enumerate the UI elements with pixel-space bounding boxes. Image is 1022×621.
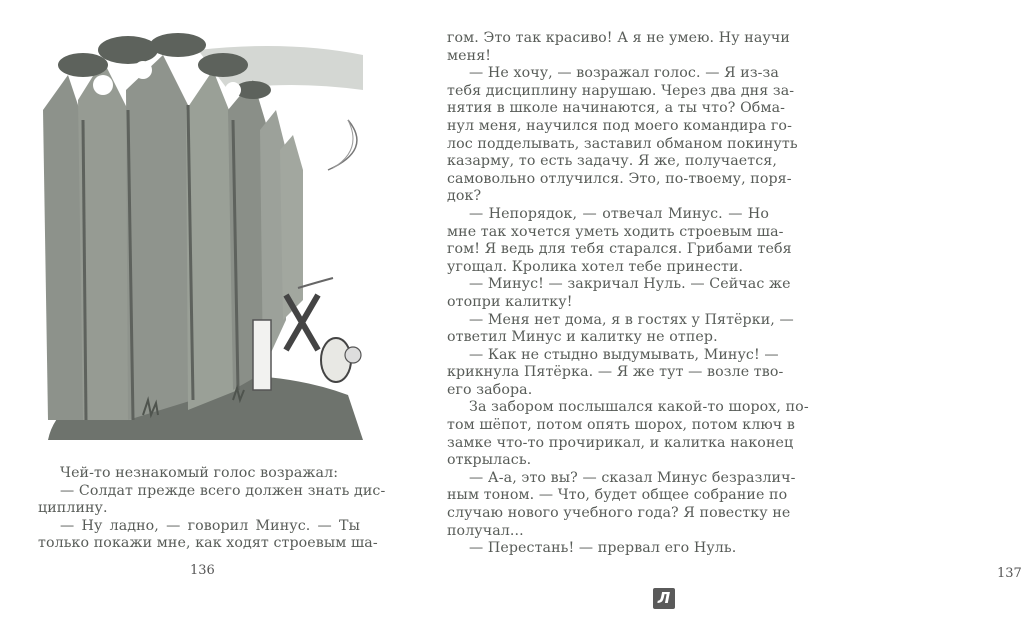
text-line: отопри калитку! (447, 293, 573, 310)
text-line: — Минус! — закричал Нуль. — Сейчас же (469, 276, 791, 293)
left-page-text (38, 465, 386, 553)
text-line: — Как не стыдно выдумывать, Минус! — (469, 346, 779, 363)
labirint-logo-icon: Л (653, 588, 675, 609)
text-line: том шёпот, потом опять шорох, потом ключ в (447, 417, 795, 434)
right-page (400, 0, 1022, 621)
text-line: — Непорядок, — отвечал Минус. — Но (469, 205, 769, 222)
text-line: гом. Это так красиво! А я не умею. Ну научи (447, 30, 790, 46)
page-number-left: 136 (190, 563, 215, 578)
text-line: Чей-то незнакомый голос возражал: (60, 465, 339, 481)
text-line: нятия в школе начинаются, а ты что? Обма- (447, 100, 786, 117)
text-line: открылась. (447, 452, 532, 469)
page-number-right: 137 (997, 566, 1022, 581)
text-line: замке что-то прочирикал, и калитка наконец (447, 434, 794, 451)
right-page-text (447, 30, 809, 558)
text-line: — Солдат прежде всего должен знать дис- (60, 482, 386, 499)
text-line: тебя дисциплину нарушаю. Через два дня за- (447, 82, 795, 99)
text-line: ответил Минус и калитку не отпер. (447, 329, 718, 346)
text-line: мне так хочется уметь ходить строевым ша- (447, 223, 784, 240)
text-line: его забора. (447, 381, 533, 398)
text-line: — Не хочу, — возражал голос. — Я из-за (469, 65, 779, 82)
text-line: нул меня, научился под моего командира го- (447, 117, 792, 134)
text-line: ным тоном. — Что, будет общее собрание по (447, 487, 788, 504)
text-line: циплину. (38, 500, 108, 517)
text-line: За забором послышался какой-то шорох, по- (469, 399, 809, 416)
fence-illustration (28, 20, 373, 440)
text-line: казарму, то есть задачу. Я же, получается, (447, 153, 777, 170)
text-line: — Ну ладно, — говорил Минус. — Ты (60, 517, 360, 534)
left-page (0, 0, 400, 621)
text-line: случаю нового учебного года? Я повестку не (447, 505, 791, 522)
text-line: получал... (447, 522, 524, 539)
text-line: самовольно отлучился. Это, по-твоему, поря- (447, 170, 792, 187)
text-line: гом! Я ведь для тебя старался. Грибами тебя (447, 241, 792, 258)
text-line: только покажи мне, как ходят строевым ша- (38, 535, 378, 552)
text-line: — А-а, это вы? — сказал Минус безразлич- (469, 469, 796, 486)
text-line: лос подделывать, заставил обманом покинуть (447, 135, 798, 152)
text-line: — Перестань! — прервал его Нуль. (469, 540, 737, 557)
text-line: меня! (447, 47, 492, 64)
text-line: крикнула Пятёрка. — Я же тут — возле тво- (447, 364, 784, 381)
text-line: — Меня нет дома, я в гостях у Пятёрки, — (469, 311, 794, 328)
text-line: угощал. Кролика хотел тебе принести. (447, 258, 744, 275)
text-line: док? (447, 188, 482, 205)
